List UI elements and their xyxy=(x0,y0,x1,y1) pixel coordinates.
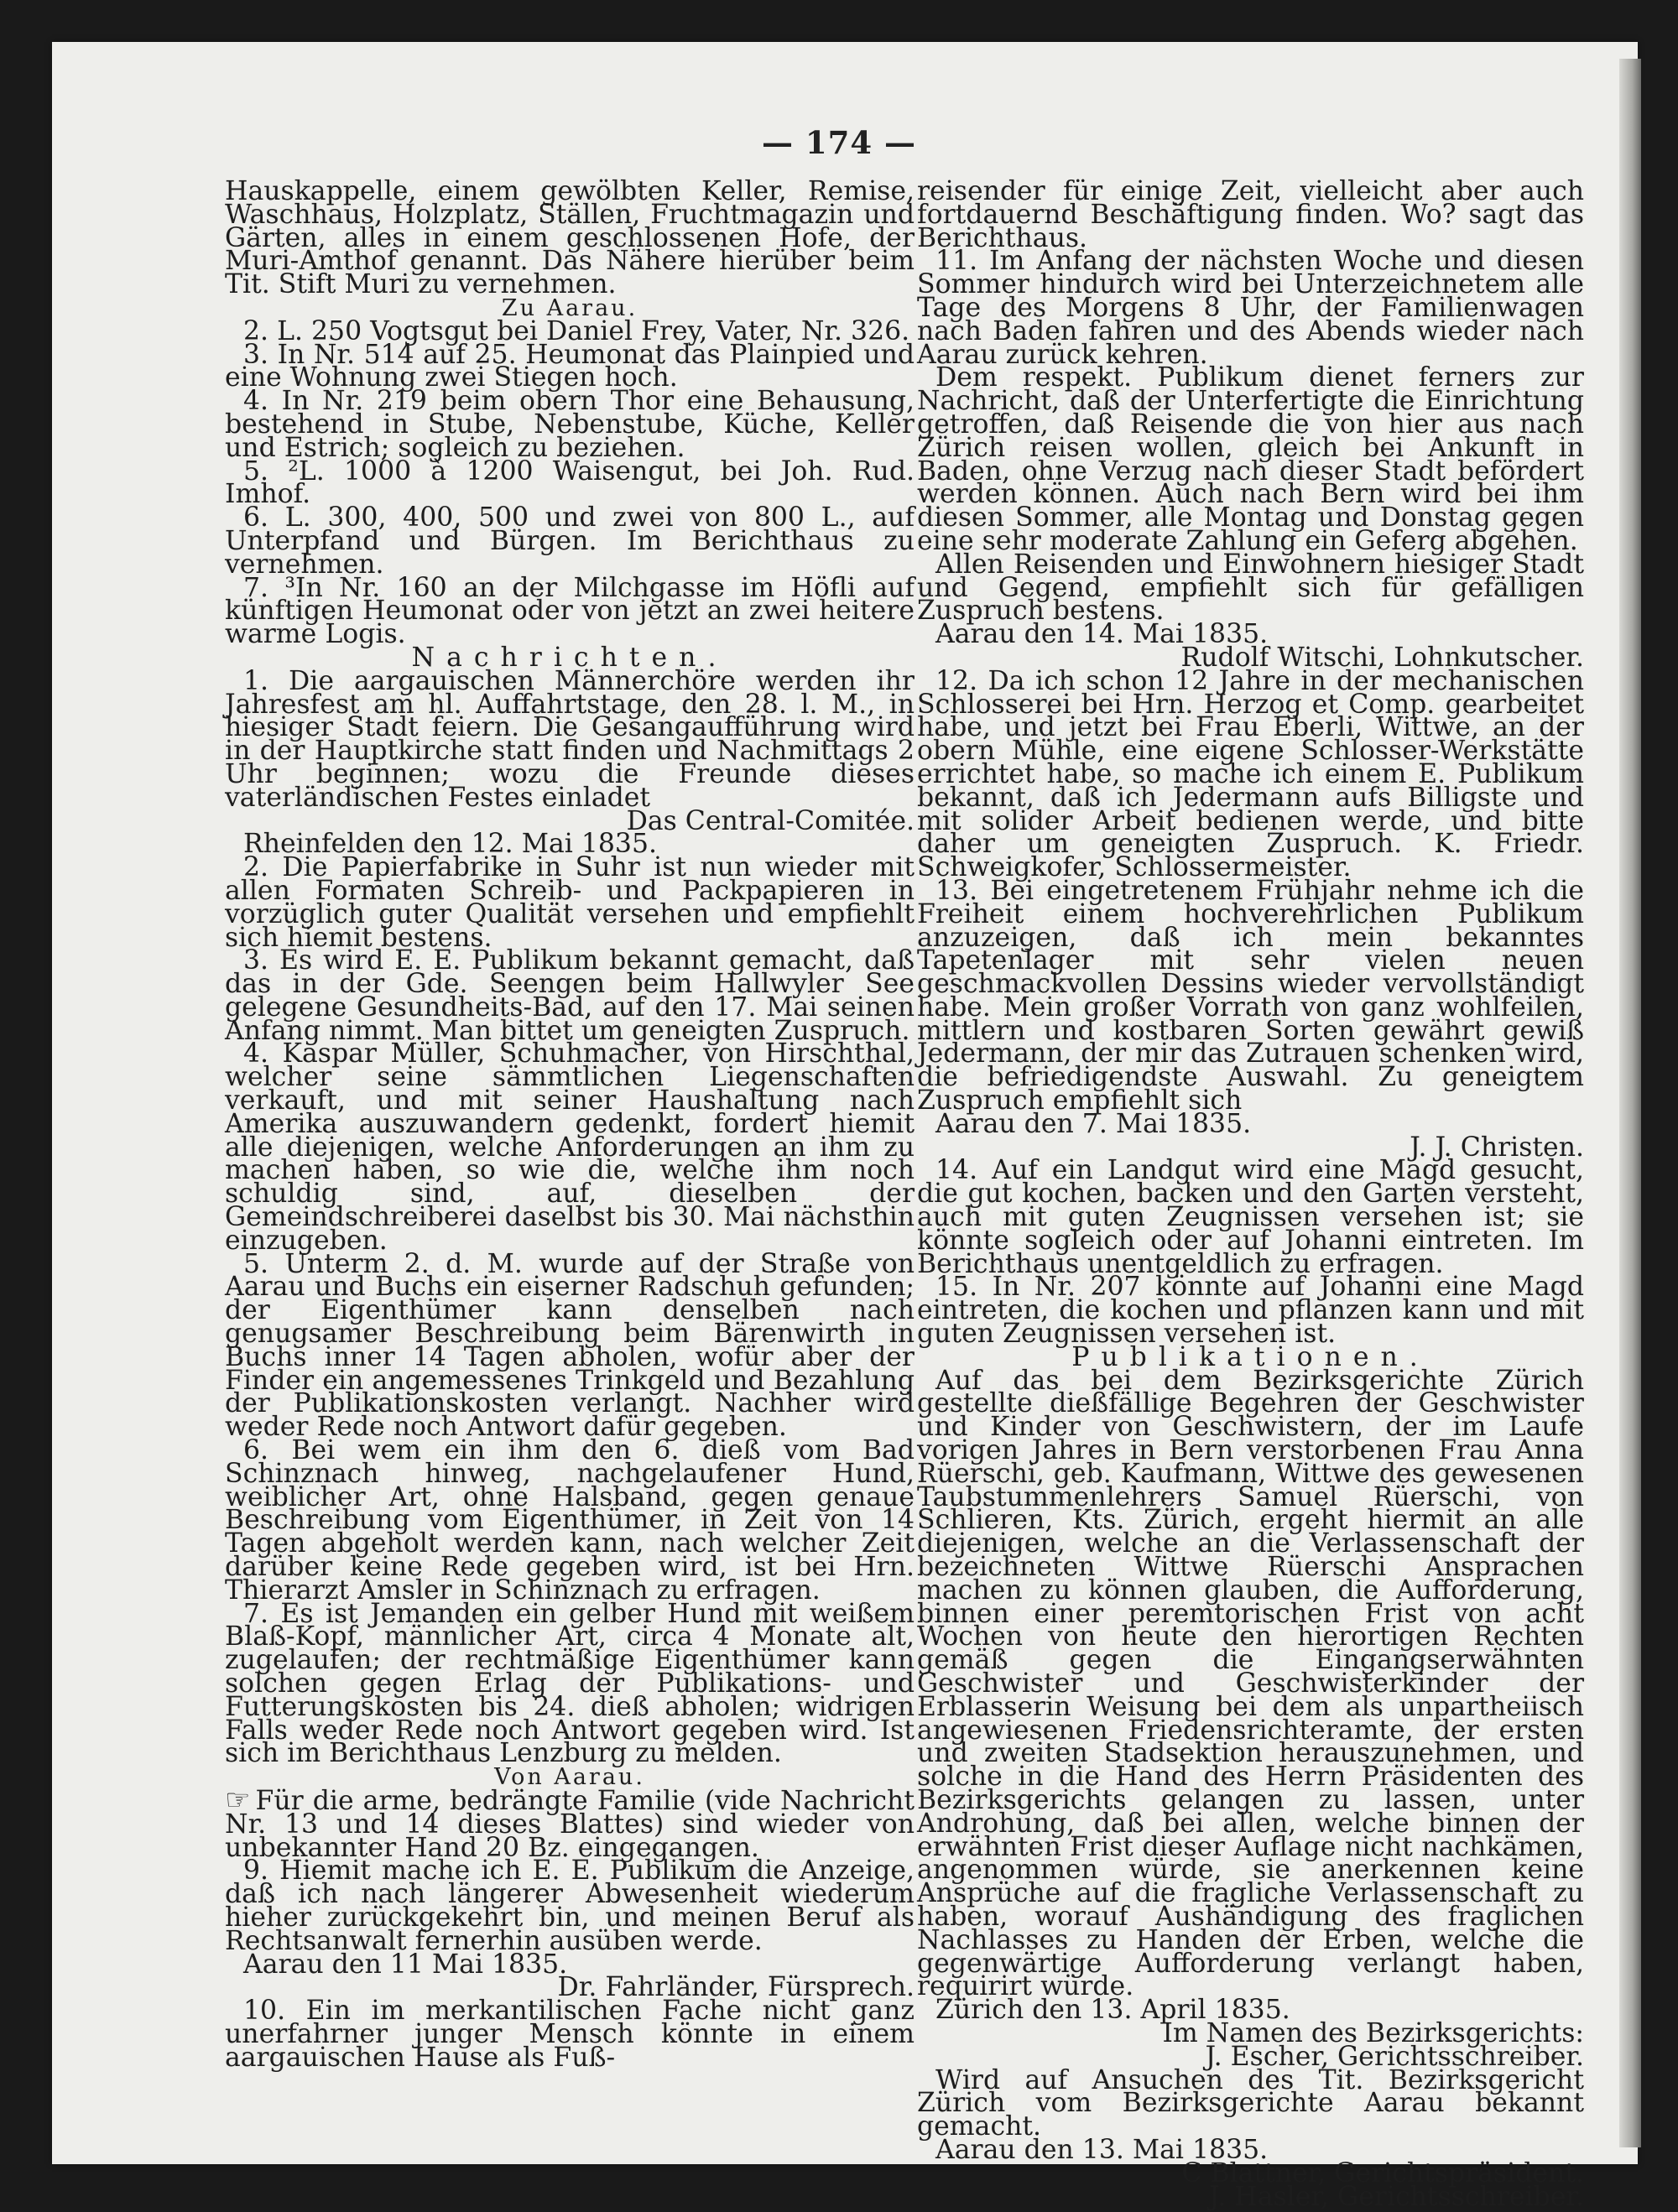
notice-text: Für die arme, bedrängte Familie (vide Nachricht Nr. 13 und 14 dieses Blattes) sind wieder von unbekannter Hand 20 Bz. eingegangen. xyxy=(225,1785,915,1863)
notice: 15. In Nr. 207 könnte auf Johanni eine Magd eintreten, die kochen und pflanzen kann und mit guten Zeugnissen versehen ist. xyxy=(917,1272,1584,1350)
page-number: — 174 — xyxy=(762,124,916,161)
signature: J. Escher, Gerichtsschreiber. xyxy=(1205,2041,1584,2072)
publikationen-heading: Publikationen. xyxy=(1071,1341,1430,1372)
notice: 12. Da ich schon 12 Jahre in der mechanischen Schlosserei bei Hrn. Herzog et Comp. gearbeitet habe, und jetzt bei Frau Eberli, Wittwe, an der obern Mühle, eine eigene Schlosser-Werkstätte errichtet habe, so mache ich einem E. Publikum bekannt, daß ich Jedermann aufs Billigste und mit solider Arbeit bedienen werde, und bitte daher um geneigten Zuspruch. K. Friedr. Schweigkofer, Schlossermeister. xyxy=(917,665,1584,883)
listing-item: 2. L. 250 Vogtsgut bei Daniel Frey, Vater, Nr. 326. xyxy=(243,315,910,346)
notice: 5. Unterm 2. d. M. wurde auf der Straße von Aarau und Buchs ein eiserner Radschuh gefunden; der Eigenthümer kann denselben nach genugsamer Beschreibung beim Bärenwirth in Buchs inner 14 Tagen abholen, wofür aber der Finder ein angemessenes Trinkgeld und Bezahlung der Publikationskosten verlangt. Nachher wird weder Rede noch Antwort dafür gegeben. xyxy=(225,1248,915,1443)
notice: 10. Ein im merkantilischen Fache nicht ganz unerfahrner junger Mensch könnte in einem aargauischen Hause als Fuß- xyxy=(225,1996,915,2073)
notice: 13. Bei eingetretenem Frühjahr nehme ich die Freiheit einem hochverehrlichen Publikum anzuzeigen, daß ich mein bekanntes Tapetenlager mit sehr vielen neuen geschmackvollen Dessins wieder vervollständigt habe. Mein großer Vorrath von ganz wohlfeilen, mittlern und kostbaren Sorten gewährt gewiß Jedermann, der mir das Zutrauen schenken wird, die befriedigendste Auswahl. Zu geneigtem Zuspruch empfiehlt sich xyxy=(917,875,1584,1116)
notice: Dem respekt. Publikum dienet ferners zur Nachricht, daß der Unterfertigte die Einrichtung getroffen, daß Reisende die von hier aus nach Zürich reisen wollen, gleich bei Ankunft in Baden, ohne Verzug nach dieser Stadt befördert werden können. Auch nach Bern wird bei ihm diesen Sommer, alle Montag und Donstag gegen eine sehr moderate Zahlung ein Geferg abgehen. xyxy=(917,362,1584,556)
notice: 11. Im Anfang der nächsten Woche und diesen Sommer hindurch wird bei Unterzeichnetem alle Tage des Morgens 8 Uhr, der Familienwagen nach Baden fahren und des Abends wieder nach Aarau zurück kehren. xyxy=(917,246,1584,370)
dateline: Zürich den 13. April 1835. xyxy=(935,1995,1290,2026)
notice: 3. Es wird E. E. Publikum bekannt gemacht, daß das in der Gde. Seengen beim Hallwyler See gelegene Gesundheits-Bad, auf den 17. Mai seinen Anfang nimmt. Man bittet um geneigten Zuspruch. xyxy=(225,945,915,1046)
notice xyxy=(225,1783,915,1863)
signature: Im Namen des Bezirksgerichts: xyxy=(1162,2017,1584,2048)
signature: J. Hasler, Gerichtsschreiber. xyxy=(1209,2181,1584,2212)
pointing-hand-icon: ☞ xyxy=(225,1783,251,1817)
notice: 14. Auf ein Landgut wird eine Magd gesucht, die gut kochen, backen und den Garten versteht, auch mit guten Zeugnissen versehen ist; sie könnte sogleich oder auf Johanni eintreten. Im Berichthaus unentgeldlich zu erfragen. xyxy=(917,1155,1584,1279)
notice: reisender für einige Zeit, vielleicht aber auch fortdauernd Beschäftigung finden. Wo? sagt das Berichthaus. xyxy=(917,176,1584,253)
listing-item: 5. ²L. 1000 à 1200 Waisengut, bei Joh. Rud. Imhof. xyxy=(225,455,915,510)
signature: Das Central-Comitée. xyxy=(626,805,915,836)
dateline: Aarau den 13. Mai 1835. xyxy=(935,2134,1269,2165)
listing-item: 3. In Nr. 514 auf 25. Heumonat das Plainpied und eine Wohnung zwei Stiegen hoch. xyxy=(225,339,915,393)
signature: C Blattner, Gerichtspräsident. xyxy=(1181,2157,1584,2189)
listing-item: 7. ³In Nr. 160 an der Milchgasse im Höfli auf künftigen Heumonat oder von jetzt an zwei heitere warme Logis. xyxy=(225,572,915,650)
notice: 6. Bei wem ein ihm den 6. dieß vom Bad Schinznach hinweg, nachgelaufener Hund, weiblicher Art, ohne Halsband, gegen genaue Beschreibung vom Eigenthümer, in Zeit von 14 Tagen abgeholt werden kann, nach welcher Zeit darüber keine Rede gegeben wird, ist bei Hrn. Thierarzt Amsler in Schinznach zu erfragen. xyxy=(225,1435,915,1606)
notice: 1. Die aargauischen Männerchöre werden ihr Jahresfest am hl. Auffahrtstage, den 28. l. M., in hiesiger Stadt feiern. Die Gesangaufführung wird in der Hauptkirche statt finden und Nachmittags 2 Uhr beginnen; wozu die Freunde dieses vaterländischen Festes einladet xyxy=(225,665,915,813)
section-heading: Von Aarau. xyxy=(494,1764,645,1791)
right-column xyxy=(917,176,1584,2212)
listing-item: 6. L. 300, 400, 500 und zwei von 800 L., auf Unterpfand und Bürgen. Im Berichthaus zu vernehmen. xyxy=(225,502,915,580)
notice: 2. Die Papierfabrike in Suhr ist nun wieder mit allen Formaten Schreib- und Packpapieren in vorzüglich guter Qualität versehen und empfiehlt sich hiemit bestens. xyxy=(225,852,915,953)
section-heading: Zu Aarau. xyxy=(501,294,638,321)
left-column xyxy=(225,176,915,2073)
dateline: Aarau den 11 Mai 1835. xyxy=(243,1949,568,1980)
paragraph: Hauskappelle, einem gewölbten Keller, Remise, Waschhaus, Holzplatz, Ställen, Fruchtmagazin und Gärten, alles in einem geschlossenen Hofe, der Muri-Amthof genannt. Das Nähere hierüber beim Tit. Stift Muri zu vernehmen. xyxy=(225,176,915,300)
notice: 7. Es ist Jemanden ein gelber Hund mit weißem Blaß-Kopf, männlicher Art, circa 4 Monate alt, zugelaufen; der rechtmäßige Eigenthümer kann solchen gegen Erlag der Publikations- und Futterungskosten bis 24. dieß abholen; widrigen Falls weder Rede noch Antwort gegeben wird. Ist sich im Berichthaus Lenzburg zu melden. xyxy=(225,1598,915,1769)
notice: Wird auf Ansuchen des Tit. Bezirksgericht Zürich vom Bezirksgerichte Aarau bekannt gemacht. xyxy=(917,2064,1584,2142)
nachrichten-heading: Nachrichten. xyxy=(411,642,728,673)
dateline: Rheinfelden den 12. Mai 1835. xyxy=(243,829,658,860)
dateline: Aarau den 7. Mai 1835. xyxy=(935,1108,1252,1139)
signature: Rudolf Witschi, Lohnkutscher. xyxy=(1180,642,1584,673)
page-fold-shadow xyxy=(1619,59,1641,2147)
notice: 4. Kaspar Müller, Schuhmacher, von Hirschthal, welcher seine sämmtlichen Liegenschaften verkauft, und mit seiner Haushaltung nach Amerika auszuwandern gedenkt, fordert hiemit alle diejenigen, welche Anforderungen an ihm zu machen haben, so wie die, welche ihm noch schuldig sind, auf, dieselben der Gemeindschreiberei daselbst bis 30. Mai nächsthin einzugeben. xyxy=(225,1038,915,1256)
dateline: Aarau den 14. Mai 1835. xyxy=(935,619,1269,650)
signature: Dr. Fahrländer, Fürsprech. xyxy=(557,1972,915,2003)
notice: 9. Hiemit mache ich E. E. Publikum die Anzeige, daß ich nach längerer Abwesenheit wiederum hieher zurückgekehrt bin, und meinen Beruf als Rechtsanwalt fernerhin ausüben werde. xyxy=(225,1855,915,1956)
publication: Auf das bei dem Bezirksgerichte Zürich gestellte dießfällige Begehren der Geschwister und Kinder von Geschwistern, der im Laufe vorigen Jahres in Bern verstorbenen Frau Anna Rüerschi, geb. Kaufmann, Wittwe des gewesenen Taubstummenlehrers Samuel Rüerschi, von Schlieren, Kts. Zürich, ergeht hiermit an alle diejenigen, welche an die Verlassenschaft der bezeichneten Wittwe Rüerschi Ansprachen machen zu können glauben, die Aufforderung, binnen einer peremtorischen Frist von acht Wochen von heute den hierortigen Rechten gemäß gegen die Eingangserwähnten Geschwister und Geschwisterkinder der Erblasserin Weisung bei dem als unpartheiisch angewiesenen Friedensrichteramte, der ersten und zweiten Stadsektion herauszunehmen, und solche in die Hand des Herrn Präsidenten des Bezirksgerichts gelangen zu lassen, unter Androhung, daß bei allen, welche binnen der erwähnten Frist dieser Auflage nicht nachkämen, angenommen würde, sie anerkennen keine Ansprüche auf die fragliche Verlassenschaft zu haben, worauf Aushändigung des fraglichen Nachlasses zu Handen der Erben, welche die gegenwärtige Aufforderung verlangt haben, requirirt würde. xyxy=(917,1365,1584,2002)
listing-item: 4. In Nr. 219 beim obern Thor eine Behausung, bestehend in Stube, Nebenstube, Küche, Keller und Estrich; sogleich zu beziehen. xyxy=(225,386,915,463)
notice: Allen Reisenden und Einwohnern hiesiger Stadt und Gegend, empfiehlt sich für gefälligen Zuspruch bestens. xyxy=(917,549,1584,627)
signature: J. J. Christen. xyxy=(1410,1132,1584,1163)
